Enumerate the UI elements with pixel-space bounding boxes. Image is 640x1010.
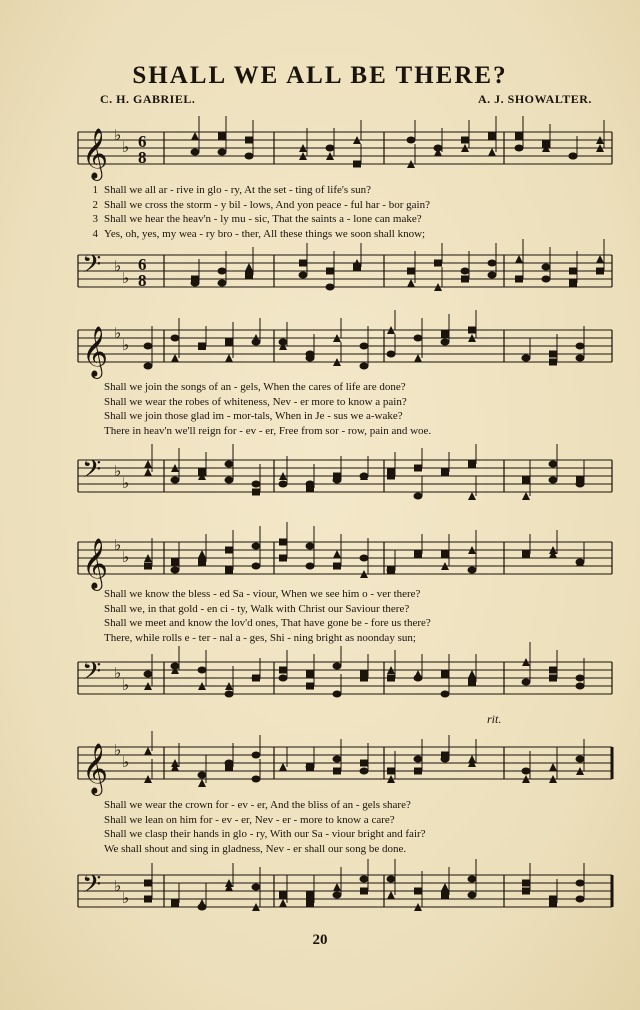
lyric-text: Shall we meet and know the lov'd ones, That have gone be - fore us there? [104, 617, 431, 629]
note-head [198, 559, 206, 566]
note-head [360, 555, 369, 562]
note-head [252, 776, 261, 783]
bass-clef-icon: 𝄢 [82, 657, 102, 692]
note-head [144, 460, 152, 468]
flat-sign-icon: ♭ [122, 336, 130, 354]
staff-lines [78, 255, 612, 287]
lyrics-block [78, 798, 612, 856]
lyric-line [78, 827, 612, 842]
lyric-line [78, 395, 612, 410]
note-head [144, 363, 153, 370]
staff-lines [78, 747, 612, 779]
note-head [218, 149, 227, 156]
note-head [549, 667, 557, 674]
lyrics-block [78, 380, 612, 438]
note-head [252, 489, 260, 496]
note-head [576, 343, 585, 350]
note-head [333, 756, 342, 763]
note-head [414, 354, 422, 362]
lyric-text: There, while rolls e - ter - nal a - ges, Shi - ning bright as noonday sun; [104, 631, 416, 644]
note-head [576, 896, 585, 903]
note-head [326, 284, 335, 291]
note-head [252, 563, 261, 570]
note-head [144, 343, 153, 350]
note-head [522, 888, 530, 895]
note-head [576, 683, 585, 690]
bass-staff [78, 650, 612, 710]
treble-staff [78, 735, 612, 795]
note-head [576, 675, 585, 682]
note-head [171, 567, 180, 574]
lyric-line [78, 409, 612, 424]
note-head [387, 351, 396, 358]
note-head [434, 260, 442, 267]
note-head [144, 468, 152, 476]
note-head [279, 555, 287, 562]
note-head [414, 888, 422, 895]
note-head [333, 892, 342, 899]
note-head [407, 279, 415, 287]
staff-lines [78, 662, 612, 694]
treble-staff [78, 530, 612, 590]
note-head [279, 899, 287, 907]
note-head [468, 461, 476, 468]
note-head [569, 268, 577, 275]
note-head [441, 883, 449, 891]
time-signature-digit: 8 [138, 271, 147, 290]
note-head [252, 752, 261, 759]
treble-clef-icon: 𝄞 [82, 326, 109, 377]
lyricist-credit: C. H. GABRIEL. [100, 92, 196, 106]
note-head [441, 339, 450, 346]
note-head [306, 671, 314, 678]
staff-lines [78, 460, 612, 492]
note-head [171, 354, 179, 362]
bass-clef-icon: 𝄢 [82, 870, 102, 905]
lyrics-block [78, 183, 612, 241]
verse-number: 3 [92, 213, 98, 225]
note-head [144, 671, 153, 678]
note-head [549, 896, 557, 903]
flat-sign-icon: ♭ [122, 474, 130, 492]
note-head [488, 272, 497, 279]
lyric-text: Shall we, in that gold - en ci - ty, Walk with Christ our Saviour there? [104, 602, 410, 615]
lyric-text: Yes, oh, yes, my wea - ry bro - ther, All these things we soon shall know; [104, 227, 426, 240]
verse-number: 1 [92, 184, 98, 196]
note-head [225, 354, 233, 362]
note-head [441, 691, 450, 698]
lyric-line [78, 183, 612, 198]
note-head [468, 492, 476, 500]
note-head [198, 899, 206, 907]
note-head [522, 492, 530, 500]
note-head [549, 359, 557, 366]
note-head [225, 477, 234, 484]
note-head [252, 481, 261, 488]
note-head [252, 339, 261, 346]
note-head [387, 675, 395, 682]
note-head [596, 255, 604, 263]
lyric-line [78, 380, 612, 395]
note-head [387, 768, 395, 775]
note-head [468, 567, 477, 574]
lyric-line [78, 813, 612, 828]
note-head [414, 670, 422, 678]
note-head [522, 477, 530, 484]
note-head [515, 145, 524, 152]
lyric-text: There in heav'n we'll reign for - ev - er, Free from sor - row, pain and woe. [104, 424, 432, 437]
note-head [191, 132, 199, 140]
note-head [461, 137, 469, 144]
note-head [515, 133, 523, 140]
note-head [333, 768, 341, 775]
time-signature-digit: 8 [138, 148, 147, 167]
lyrics-block [78, 587, 612, 645]
note-head [279, 667, 287, 674]
note-head [461, 268, 470, 275]
lyric-line [78, 212, 612, 227]
treble-clef-icon: 𝄞 [82, 128, 109, 179]
flat-sign-icon: ♭ [114, 126, 122, 144]
music-system-3 [78, 530, 612, 720]
note-head [488, 133, 496, 140]
note-head [306, 563, 315, 570]
note-head [252, 543, 261, 550]
note-head [360, 768, 369, 775]
note-head [468, 892, 477, 899]
note-head [414, 756, 423, 763]
staff-lines [78, 132, 612, 164]
note-head [387, 567, 396, 574]
note-head [171, 663, 180, 670]
note-head [306, 481, 315, 488]
lyric-line [78, 798, 612, 813]
note-head [360, 888, 368, 895]
flat-sign-icon: ♭ [122, 889, 130, 907]
treble-clef-icon: 𝄞 [82, 538, 109, 589]
note-head [360, 343, 369, 350]
lyric-text: Shall we all ar - rive in glo - ry, At the set - ting of life's sun? [104, 184, 372, 196]
lyric-text: Shall we wear the robes of whiteness, Nev - er more to know a pain? [104, 395, 407, 408]
note-head [245, 153, 254, 160]
music-system-2 [78, 318, 612, 508]
note-head [144, 747, 152, 755]
note-head [387, 876, 396, 883]
note-head [441, 892, 449, 899]
note-head [333, 691, 342, 698]
verse-number: 2 [92, 198, 98, 211]
treble-staff [78, 120, 612, 180]
note-head [522, 880, 530, 887]
bass-staff [78, 243, 612, 303]
lyric-text: Shall we lean on him for - ev - er, Nev - er - more to know a care? [104, 813, 395, 826]
lyric-line [78, 587, 612, 602]
flat-sign-icon: ♭ [122, 548, 130, 566]
note-head [468, 679, 476, 686]
note-head [333, 883, 341, 891]
staff-lines [78, 875, 612, 907]
staff-lines [78, 330, 612, 362]
note-head [218, 280, 227, 287]
note-head [569, 280, 577, 287]
time-signature-digit: 6 [138, 255, 147, 274]
note-head [468, 876, 477, 883]
note-head [353, 161, 361, 168]
note-head [360, 760, 368, 767]
staff-lines [78, 542, 612, 574]
note-head [198, 667, 207, 674]
note-head [279, 763, 287, 771]
note-head [522, 355, 531, 362]
note-head [279, 481, 288, 488]
lyric-text: Shall we know the bless - ed Sa - viour, When we see him o - ver there? [104, 588, 421, 600]
lyric-text: Shall we clasp their hands in glo - ry, With our Sa - viour bright and fair? [104, 828, 426, 840]
note-head [441, 671, 449, 678]
note-head [279, 892, 287, 899]
flat-sign-icon: ♭ [122, 676, 130, 694]
page-number: 20 [312, 932, 328, 948]
hymn-title: SHALL WE ALL BE THERE? [132, 62, 508, 89]
note-head [515, 255, 523, 263]
bass-clef-icon: 𝄢 [82, 455, 102, 490]
flat-sign-icon: ♭ [122, 138, 130, 156]
note-head [441, 551, 449, 558]
note-head [198, 550, 206, 558]
flat-sign-icon: ♭ [114, 664, 122, 682]
note-head [144, 880, 152, 887]
note-head [576, 756, 585, 763]
note-head [144, 896, 152, 903]
note-head [245, 137, 253, 144]
lyric-line [78, 631, 612, 646]
note-head [387, 891, 395, 899]
lyric-line [78, 227, 612, 242]
note-head [542, 276, 551, 283]
note-head [333, 550, 341, 558]
note-head [306, 900, 314, 907]
note-head [576, 477, 584, 484]
lyric-text: Shall we wear the crown for - ev - er, And the bliss of an - gels share? [104, 799, 411, 811]
note-head [360, 675, 368, 682]
time-signature-digit: 6 [138, 132, 147, 151]
note-head [549, 351, 557, 358]
note-head [191, 276, 199, 283]
lyric-line [78, 616, 612, 631]
note-head [542, 264, 551, 271]
note-head [171, 559, 179, 566]
flat-sign-icon: ♭ [114, 536, 122, 554]
note-head [225, 461, 234, 468]
note-head [407, 137, 416, 144]
music-system-4 [78, 735, 612, 925]
note-head [299, 272, 308, 279]
ritardando-marking: rit. [487, 712, 502, 726]
treble-staff [78, 318, 612, 378]
note-head [360, 876, 369, 883]
note-head [306, 543, 315, 550]
flat-sign-icon: ♭ [122, 269, 130, 287]
flat-sign-icon: ♭ [114, 324, 122, 342]
note-head [252, 675, 261, 682]
note-head [306, 892, 314, 899]
note-head [299, 260, 307, 267]
note-head [198, 772, 207, 779]
note-head [549, 675, 557, 682]
note-head [461, 276, 469, 283]
note-head [306, 764, 314, 771]
note-head [198, 343, 206, 350]
note-head [333, 663, 342, 670]
note-head [488, 148, 496, 156]
note-head [441, 469, 449, 476]
note-head [252, 884, 261, 891]
note-head [515, 276, 523, 283]
note-head [225, 567, 233, 574]
note-head [576, 880, 585, 887]
note-head [441, 331, 449, 338]
lyric-text: Shall we join those glad im - mor-tals, When in Je - sus we a-wake? [104, 410, 403, 422]
note-head [387, 473, 395, 480]
note-head [414, 335, 423, 342]
note-head [549, 461, 558, 468]
note-head [279, 539, 287, 546]
note-head [198, 779, 206, 787]
note-head [414, 493, 423, 500]
note-head [218, 133, 226, 140]
note-head [225, 547, 233, 554]
note-head [144, 563, 152, 570]
note-head [225, 764, 233, 771]
lyric-text: Shall we cross the storm - y bil - lows, And yon peace - ful har - bor gain? [104, 198, 430, 211]
lyric-line [78, 842, 612, 857]
note-head [414, 768, 422, 775]
flat-sign-icon: ♭ [114, 741, 122, 759]
flat-sign-icon: ♭ [114, 462, 122, 480]
note-head [279, 675, 288, 682]
note-head [576, 355, 585, 362]
note-head [441, 752, 449, 759]
flat-sign-icon: ♭ [122, 753, 130, 771]
note-head [569, 153, 578, 160]
note-head [468, 670, 476, 678]
note-head [360, 473, 369, 480]
composer-credit: A. J. SHOWALTER. [478, 92, 592, 106]
note-head [171, 335, 180, 342]
music-system-1 [78, 110, 612, 300]
note-head [549, 477, 558, 484]
note-head [468, 327, 476, 334]
lyric-text: We shall shout and sing in gladness, Nev - er shall our song be done. [104, 842, 407, 855]
flat-sign-icon: ♭ [114, 257, 122, 275]
lyric-line [78, 424, 612, 439]
note-head [488, 260, 497, 267]
note-head [245, 263, 253, 271]
note-head [171, 477, 180, 484]
note-head [245, 272, 253, 279]
lyric-line [78, 602, 612, 617]
note-head [407, 268, 415, 275]
lyric-text: Shall we hear the heav'n - ly mu - sic, That the saints a - lone can make? [104, 213, 422, 225]
note-head [414, 465, 422, 472]
note-head [225, 339, 233, 346]
note-head [326, 145, 335, 152]
verse-number: 4 [92, 227, 98, 240]
note-head [522, 768, 531, 775]
note-head [522, 679, 531, 686]
bass-staff [78, 863, 612, 923]
bass-clef-icon: 𝄢 [82, 250, 102, 285]
note-head [326, 268, 334, 275]
note-head [218, 268, 227, 275]
note-head [333, 563, 341, 570]
note-head [333, 473, 341, 480]
note-head [225, 691, 234, 698]
bass-staff [78, 448, 612, 508]
note-head [549, 763, 557, 771]
lyric-text: Shall we join the songs of an - gels, When the cares of life are done? [104, 381, 406, 393]
note-head [306, 355, 315, 362]
note-head [596, 268, 604, 275]
treble-clef-icon: 𝄞 [82, 743, 109, 794]
note-head [360, 363, 369, 370]
note-head [171, 900, 179, 907]
note-head [306, 683, 314, 690]
lyric-line [78, 198, 612, 213]
flat-sign-icon: ♭ [114, 877, 122, 895]
note-head [191, 149, 200, 156]
